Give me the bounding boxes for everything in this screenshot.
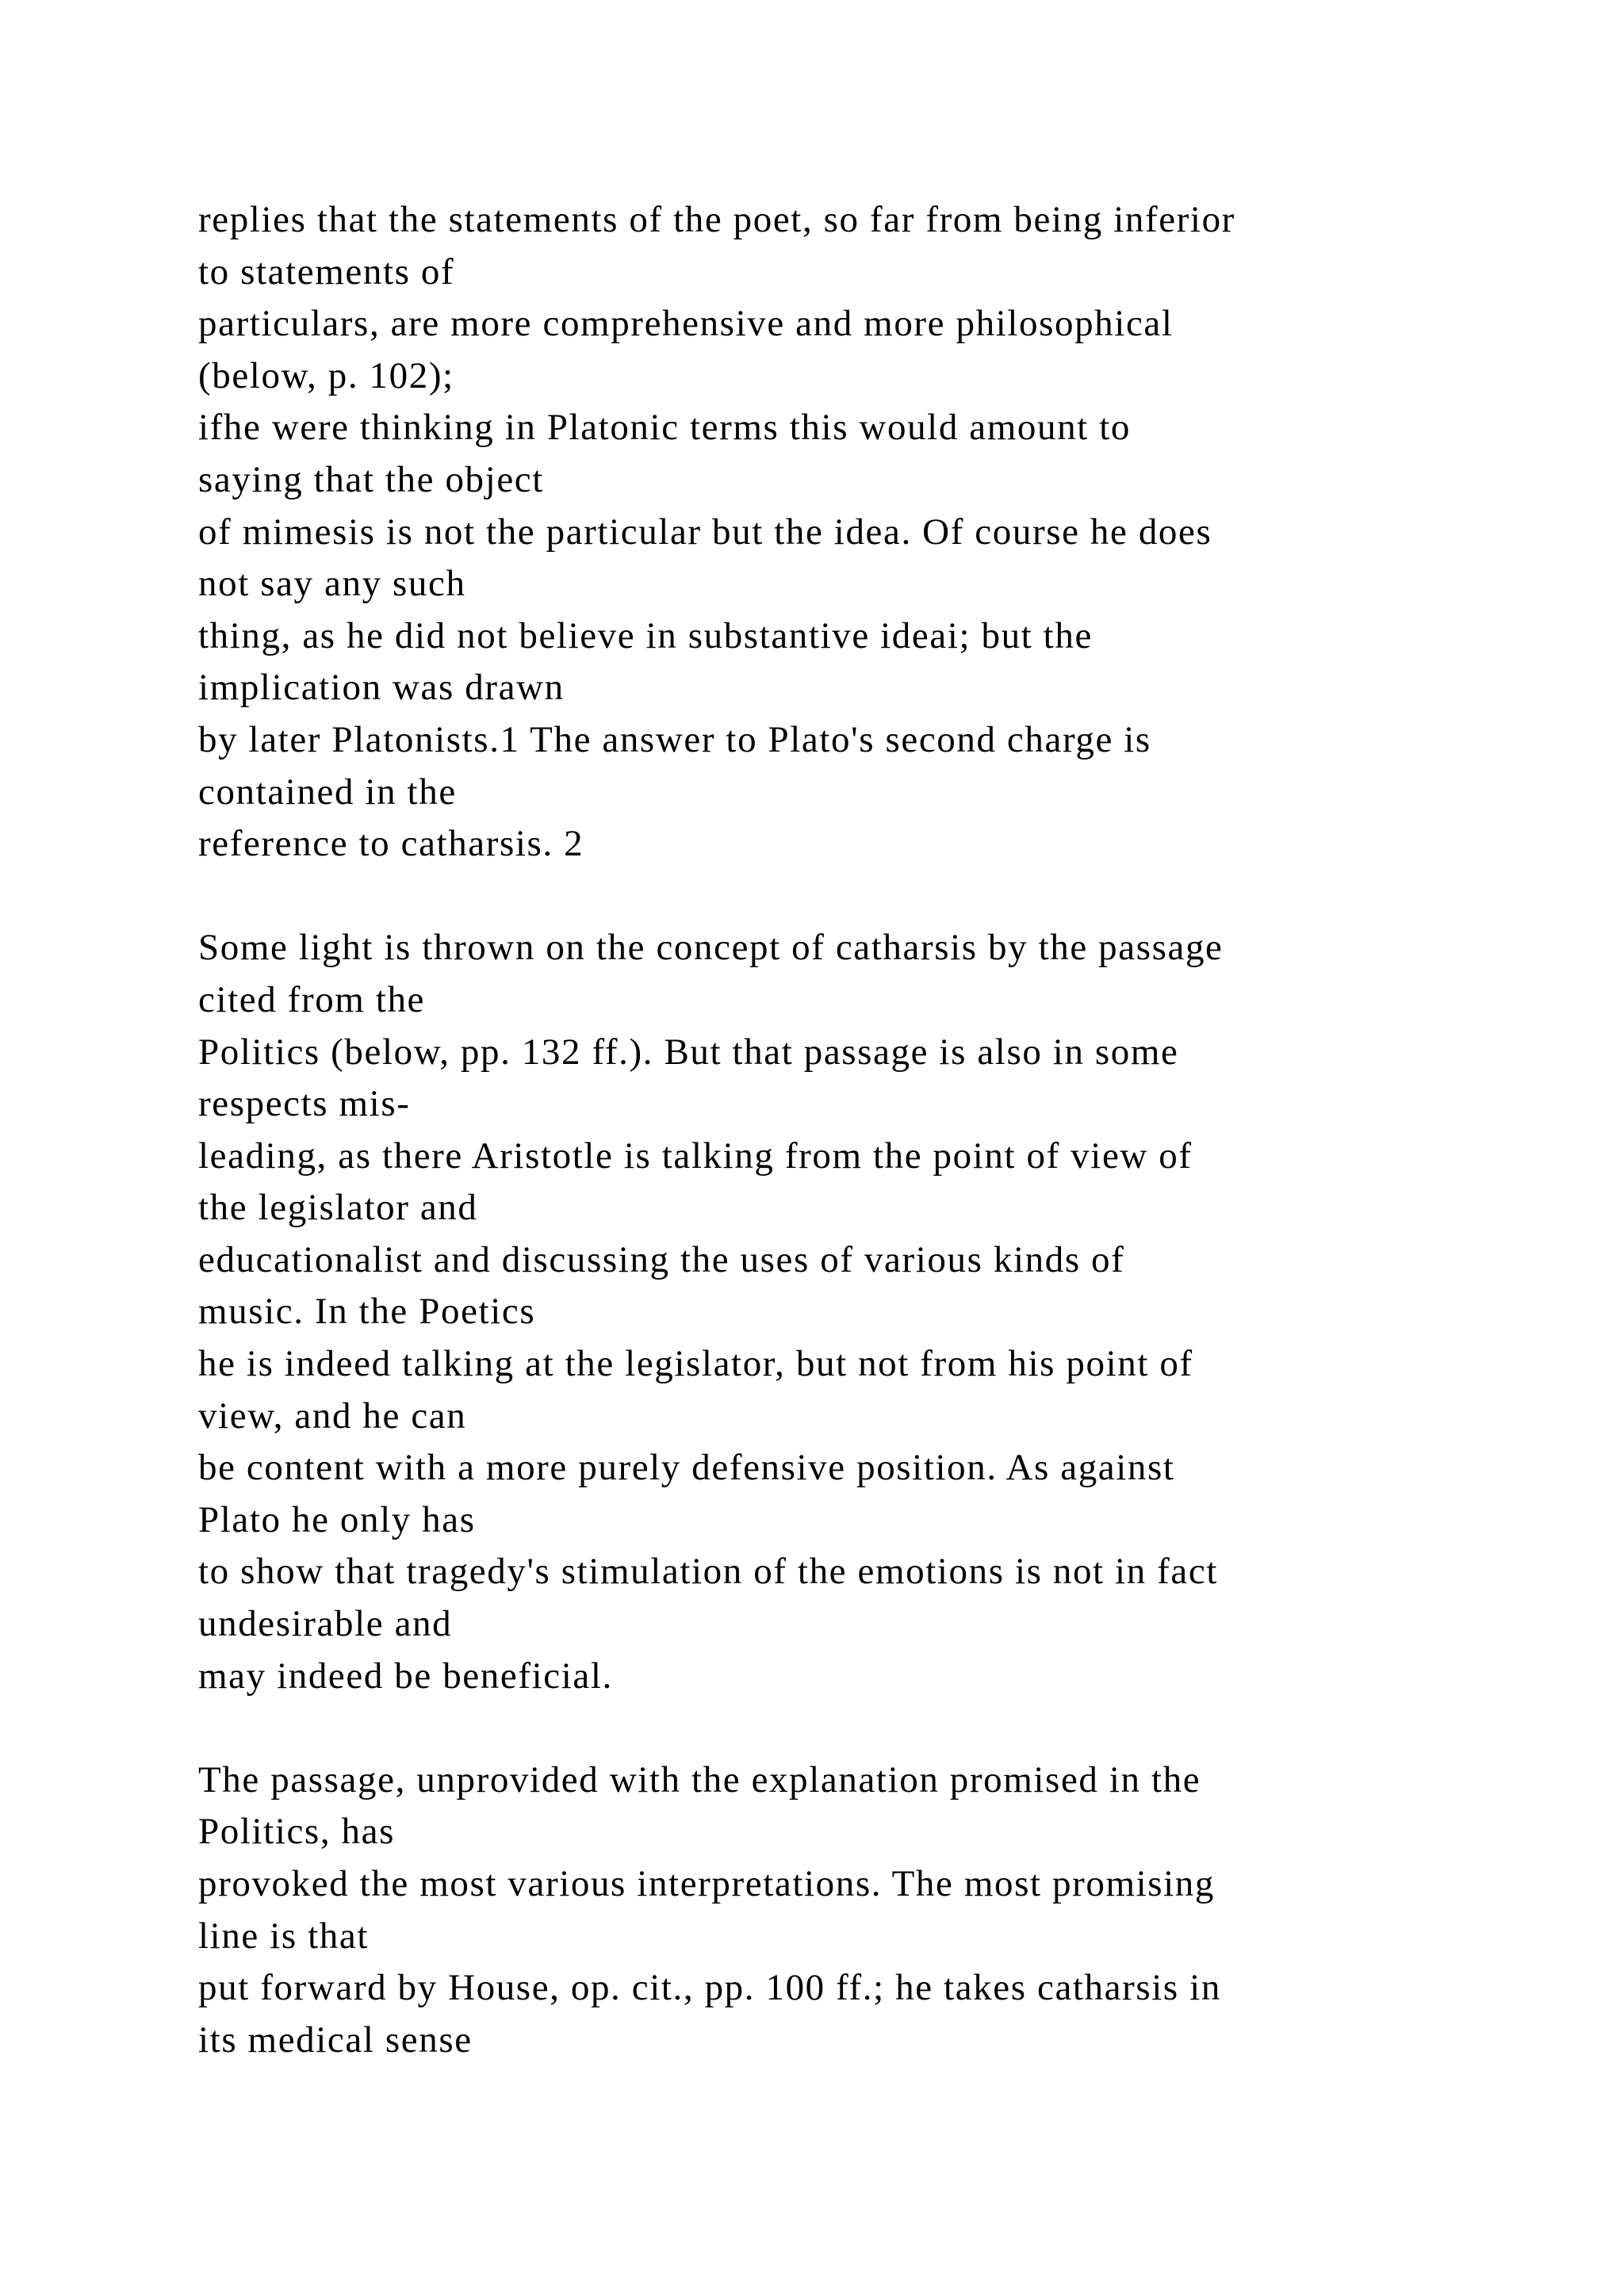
- text-line: not say any such: [198, 563, 466, 605]
- text-line: educationalist and discussing the uses of various kinds of: [198, 1238, 1125, 1280]
- text-line: by later Platonists.1 The answer to Plato's second charge is: [198, 718, 1151, 760]
- text-line: undesirable and: [198, 1603, 453, 1645]
- text-line: thing, as he did not believe in substantive ideai; but the: [198, 614, 1093, 656]
- text-line: put forward by House, op. cit., pp. 100 ff.; he takes catharsis in: [198, 1967, 1221, 2009]
- text-line: Some light is thrown on the concept of catharsis by the passage: [198, 927, 1224, 969]
- text-line: particulars, are more comprehensive and more philosophical: [198, 303, 1174, 345]
- text-line: Plato he only has: [198, 1498, 476, 1540]
- text-line: implication was drawn: [198, 667, 565, 709]
- text-line: of mimesis is not the particular but the idea. Of course he does: [198, 511, 1212, 553]
- text-line: Politics, has: [198, 1811, 395, 1853]
- text-line: replies that the statements of the poet, so far from being inferior: [198, 199, 1235, 240]
- text-line: be content with a more purely defensive position. As against: [198, 1447, 1175, 1489]
- text-line: provoked the most various interpretations. The most promising: [198, 1863, 1216, 1904]
- text-line: music. In the Poetics: [198, 1291, 536, 1333]
- body-text: [198, 194, 1467, 2066]
- text-line: leading, as there Aristotle is talking from the point of view of: [198, 1135, 1193, 1177]
- paragraph-break: [198, 1702, 1467, 1755]
- text-line: the legislator and: [198, 1187, 478, 1229]
- text-line: may indeed be beneficial.: [198, 1655, 613, 1697]
- text-line: saying that the object: [198, 458, 544, 500]
- paragraph-break: [198, 871, 1467, 923]
- text-line: Politics (below, pp. 132 ff.). But that passage is also in some: [198, 1031, 1179, 1073]
- text-line: its medical sense: [198, 2019, 473, 2061]
- text-line: The passage, unprovided with the explanation promised in the: [198, 1758, 1201, 1800]
- text-line: cited from the: [198, 978, 426, 1020]
- text-line: reference to catharsis. 2: [198, 823, 584, 865]
- text-line: he is indeed talking at the legislator, but not from his point of: [198, 1343, 1193, 1385]
- text-line: (below, p. 102);: [198, 354, 454, 396]
- text-line: to show that tragedy's stimulation of the emotions is not in fact: [198, 1551, 1218, 1593]
- text-line: contained in the: [198, 771, 457, 813]
- text-line: to statements of: [198, 251, 455, 293]
- text-line: ifhe were thinking in Platonic terms this would amount to: [198, 407, 1131, 449]
- text-line: line is that: [198, 1915, 370, 1957]
- text-line: respects mis-: [198, 1083, 411, 1125]
- text-line: view, and he can: [198, 1395, 467, 1437]
